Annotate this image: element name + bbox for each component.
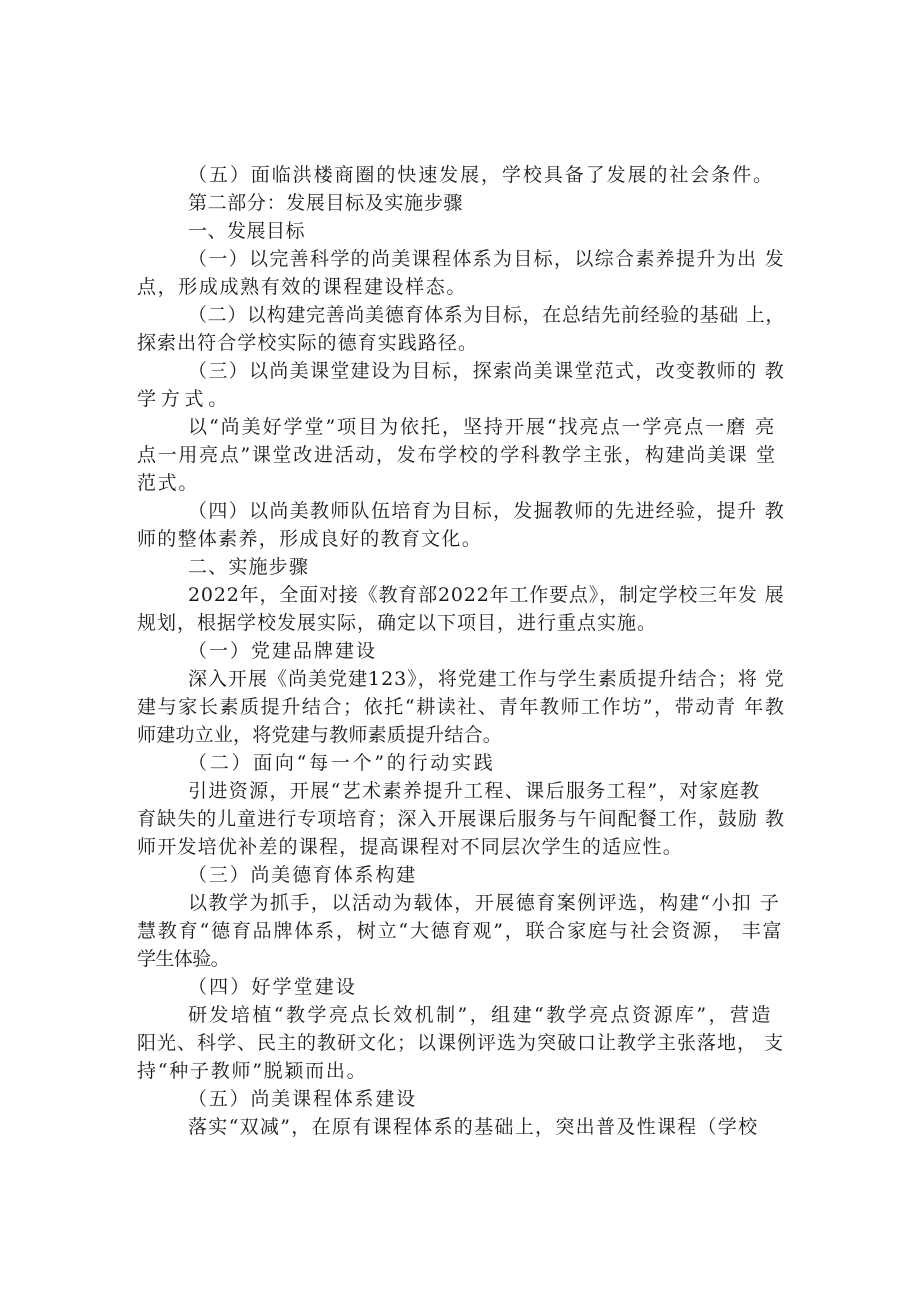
text-line: 以教学为抓手，以活动为载体，开展德育案例评选，构建“小扣 子 — [188, 892, 781, 914]
text-line: 探索出符合学校实际的德育实践路径。 — [137, 332, 479, 354]
text-line: 范式。 — [137, 472, 200, 494]
text-line: 一、发展目标 — [188, 220, 306, 242]
text-line: （二）以构建完善尚美德育体系为目标，在总结先前经验的基础 上， — [188, 304, 786, 326]
text-line: 规划，根据学校发展实际，确定以下项目，进行重点实施。 — [137, 612, 658, 634]
text-line: 学生体验。 — [137, 948, 230, 970]
text-line: 阳光、科学、民主的教研文化；以课例评选为突破口让教学主张落地， 支 — [137, 1032, 785, 1054]
text-line: （五）面临洪楼商圈的快速发展，学校具备了发展的社会条件。 — [188, 164, 775, 186]
text-line: 引进资源，开展“艺术素养提升工程、课后服务工程”，对家庭教 — [188, 780, 761, 802]
text-line: 点，形成成熟有效的课程建设样态。 — [137, 276, 468, 298]
text-line: （三）尚美德育体系构建 — [188, 864, 418, 886]
text-line: 慧教育“德育品牌体系，树立“大德育观”，联合家庭与社会资源， 丰富 — [137, 920, 784, 942]
text-line: 2022年，全面对接《教育部2022年工作要点》，制定学校三年发 展 — [188, 584, 785, 606]
text-line: 育缺失的儿童进行专项培育；深入开展课后服务与午间配餐工作，鼓励 教 — [137, 808, 786, 830]
text-line: 师建功立业，将党建与教师素质提升结合。 — [137, 724, 503, 746]
text-line: 学方式。 — [137, 388, 233, 410]
text-line: （三）以尚美课堂建设为目标，探索尚美课堂范式，改变教师的 教 — [188, 360, 786, 382]
text-line: 以“尚美好学堂”项目为依托，坚持开展“找亮点一学亮点一磨 亮 — [188, 416, 777, 438]
text-line: （四）以尚美教师队伍培育为目标，发掘教师的先进经验，提升 教 — [188, 500, 786, 522]
text-line: 师开发培优补差的课程，提高课程对不同层次学生的适应性。 — [137, 836, 684, 858]
text-line: 深入开展《尚美党建123》，将党建工作与学生素质提升结合；将 党 — [188, 668, 785, 690]
text-line: 持“种子教师”脱颖而出。 — [137, 1060, 368, 1082]
text-line: 第二部分：发展目标及实施步骤 — [188, 192, 464, 214]
text-line: （四）好学堂建设 — [188, 976, 358, 998]
text-line: （二）面向“每一个”的行动实践 — [188, 752, 496, 774]
text-line: 师的整体素养，形成良好的教育文化。 — [137, 528, 483, 550]
text-line: （一）党建品牌建设 — [188, 640, 378, 662]
text-line: 研发培植“教学亮点长效机制”，组建“教学亮点资源库”，营造 — [188, 1004, 773, 1026]
text-line: 建与家长素质提升结合；依托“耕读社、青年教师工作坊”，带动青 年教 — [137, 696, 786, 718]
text-line: （五）尚美课程体系建设 — [188, 1088, 418, 1110]
text-line: 落实“双减”，在原有课程体系的基础上，突出普及性课程（学校 — [188, 1116, 759, 1138]
text-line: （一）以完善科学的尚美课程体系为目标，以综合素养提升为出 发 — [188, 248, 786, 270]
text-line: 二、实施步骤 — [188, 556, 310, 578]
text-line: 点一用亮点”课堂改进活动，发布学校的学科教学主张，构建尚美课 堂 — [137, 444, 777, 466]
